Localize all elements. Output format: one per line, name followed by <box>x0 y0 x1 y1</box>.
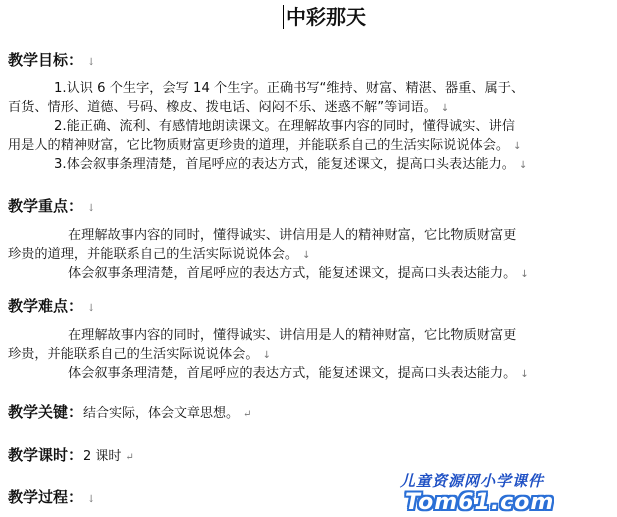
return-mark-icon: ↓ <box>513 141 522 152</box>
document-title: 中彩那天 <box>283 5 366 29</box>
difficulties-paragraph <box>8 326 612 383</box>
goals-line: 1.认识 6 个生字，会写 14 个生字。正确书写“维持、财富、精湛、器重、属于、 <box>54 81 525 96</box>
return-mark-icon: ↓ <box>440 103 450 114</box>
heading-goals: 教学目标： ↓ <box>8 51 96 69</box>
watermark-logo: Tom61.com <box>405 490 555 515</box>
return-mark-icon: ↵ <box>243 409 252 420</box>
return-mark-icon: ↓ <box>87 303 96 314</box>
goals-paragraph <box>8 79 612 174</box>
return-mark-icon: ↓ <box>520 269 529 280</box>
watermark-site-name: 儿童资源网小学课件 <box>400 472 545 490</box>
key-points-line: 体会叙事条理清楚，首尾呼应的表达方式，能复述课文，提高口头表达能力。 ↓ <box>68 266 529 281</box>
return-mark-icon: ↓ <box>87 57 96 68</box>
return-mark-icon: ↓ <box>518 160 528 171</box>
heading-process: 教学过程： ↓ <box>8 488 96 506</box>
return-mark-icon: ↓ <box>262 350 271 361</box>
key-points-paragraph <box>8 226 612 283</box>
difficulties-line: 体会叙事条理清楚，首尾呼应的表达方式，能复述课文，提高口头表达能力。 ↓ <box>68 366 529 381</box>
return-mark-icon: ↓ <box>302 250 311 261</box>
goals-line: 2.能正确、流利、有感情地朗读课文。在理解故事内容的同时，懂得诚实、讲信 <box>54 119 515 134</box>
key-points-line: 在理解故事内容的同时，懂得诚实、讲信用是人的精神财富，它比物质财富更 <box>68 228 517 243</box>
difficulties-line: 珍贵，并能联系自己的生活实际说说体会。 ↓ <box>8 347 271 362</box>
heading-difficulties: 教学难点： ↓ <box>8 297 96 315</box>
goals-line: 3.体会叙事条理清楚，首尾呼应的表达方式，能复述课文，提高口头表达能力。 ↓ <box>54 157 528 172</box>
difficulties-line: 在理解故事内容的同时，懂得诚实、讲信用是人的精神财富，它比物质财富更 <box>68 328 517 343</box>
return-mark-icon: ↓ <box>87 203 96 214</box>
goals-line: 用是人的精神财富，它比物质财富更珍贵的道理，并能联系自己的生活实际说说体会。 ↓ <box>8 138 522 153</box>
heading-key-points: 教学重点： ↓ <box>8 197 96 215</box>
periods-text: 2 课时 <box>83 449 122 464</box>
goals-line: 百货、情形、道德、号码、橡皮、拨电话、闷闷不乐、迷惑不解”等词语。 ↓ <box>8 100 450 115</box>
key-points-line: 珍贵的道理，并能联系自己的生活实际说说体会。 ↓ <box>8 247 311 262</box>
heading-periods: 教学课时：2 课时 ↵ <box>8 446 134 464</box>
key-text: 结合实际，体会文章思想。 <box>83 406 240 421</box>
return-mark-icon: ↓ <box>520 369 529 380</box>
return-mark-icon: ↵ <box>125 452 134 463</box>
return-mark-icon: ↓ <box>87 494 96 505</box>
heading-key: 教学关键：结合实际，体会文章思想。 ↵ <box>8 403 252 421</box>
